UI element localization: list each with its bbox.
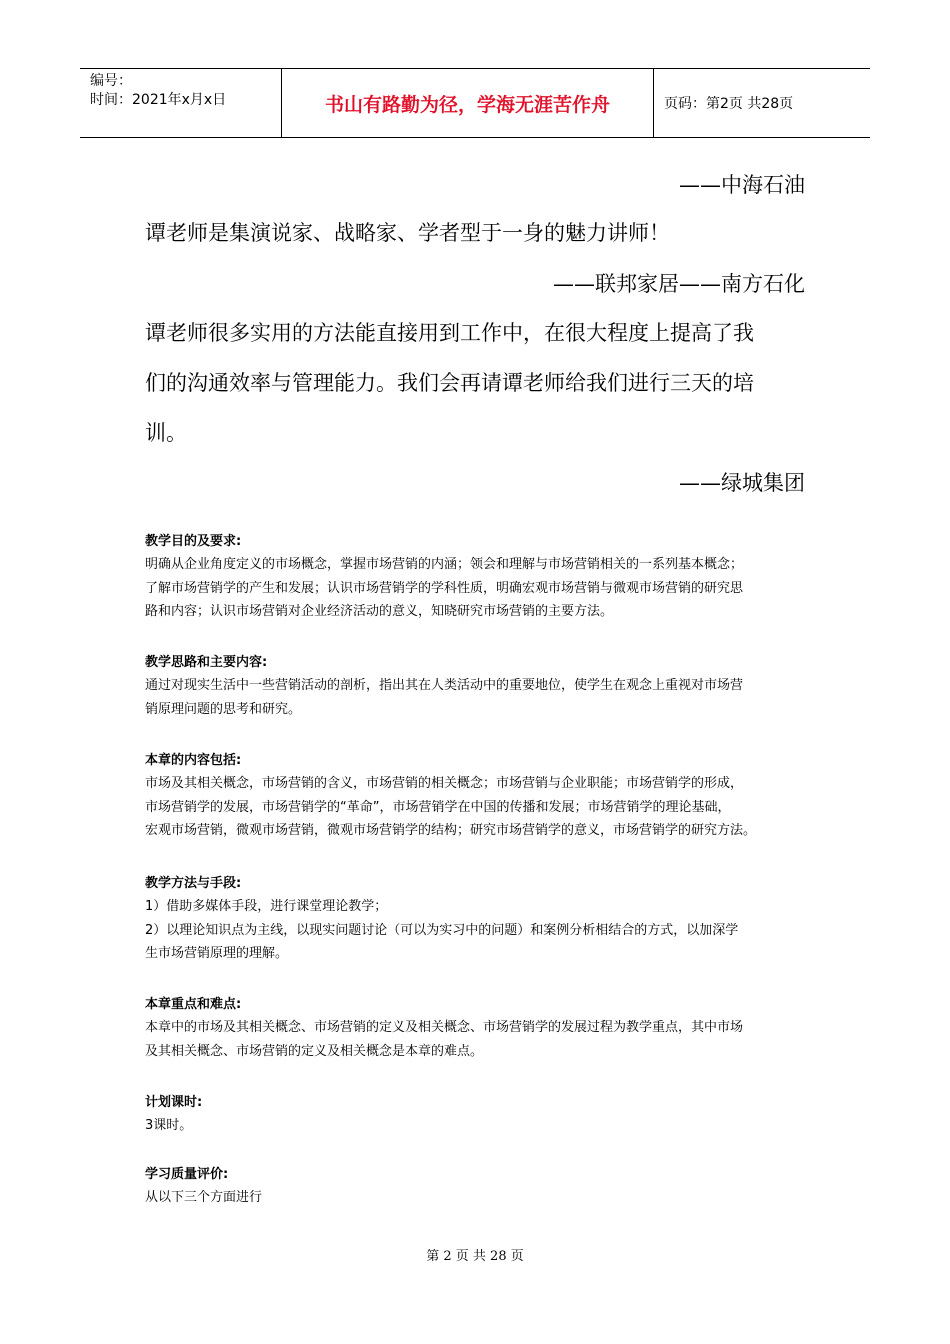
- section-title: 本章的内容包括:: [145, 753, 242, 768]
- section-title: 教学方法与手段:: [145, 876, 242, 891]
- page-footer: 第 2 页 共 28 页: [426, 1249, 524, 1264]
- section-line: 了解市场营销学的产生和发展；认识市场营销学的学科性质，明确宏观市场营销与微观市场营销的研究思: [145, 580, 744, 596]
- section-line: 本章中的市场及其相关概念、市场营销的定义及相关概念、市场营销学的发展过程为教学重点，其中市场: [145, 1020, 744, 1036]
- section-line: 生市场营销原理的理解。: [145, 946, 289, 962]
- section-title: 教学目的及要求:: [145, 534, 242, 549]
- document-date-label: 时间：2021年x月x日: [90, 92, 227, 108]
- section-title: 计划课时:: [145, 1095, 203, 1110]
- testimonial-attribution-1: ——中海石油: [679, 173, 805, 197]
- testimonial-quote-3-line-3: 训。: [145, 421, 187, 445]
- section-line: 及其相关概念、市场营销的定义及相关概念是本章的难点。: [145, 1043, 484, 1059]
- section-key-points: [145, 993, 813, 1063]
- section-quality-evaluation: [145, 1163, 813, 1210]
- header-motto: 书山有路勤为径，学海无涯苦作舟: [282, 69, 654, 137]
- testimonial-quote-2: 谭老师是集演说家、战略家、学者型于一身的魅力讲师！: [145, 221, 670, 245]
- section-teaching-approach: [145, 651, 813, 721]
- section-line: 销原理问题的思考和研究。: [145, 701, 302, 717]
- testimonial-attribution-2: ——联邦家居——南方石化: [553, 272, 805, 296]
- section-line: 市场营销学的发展，市场营销学的“革命”，市场营销学在中国的传播和发展；市场营销学的理论基础，: [145, 799, 731, 815]
- section-teaching-goals: [145, 530, 813, 624]
- section-line: 1）借助多媒体手段，进行课堂理论教学；: [145, 899, 388, 915]
- section-teaching-methods: [145, 872, 813, 966]
- testimonial-quote-3-line-2: 们的沟通效率与管理能力。我们会再请谭老师给我们进行三天的培: [145, 371, 754, 395]
- section-line: 明确从企业角度定义的市场概念，掌握市场营销的内涵；领会和理解与市场营销相关的一系列基本概念；: [145, 557, 744, 573]
- section-line: 宏观市场营销，微观市场营销，微观市场营销学的结构；研究市场营销学的意义，市场营销学的研究方法。: [145, 823, 757, 839]
- document-number-label: 编号：: [90, 73, 132, 89]
- testimonial-attribution-3: ——绿城集团: [679, 471, 805, 495]
- section-chapter-contents: [145, 749, 813, 843]
- page-header: [80, 68, 870, 138]
- section-title: 学习质量评价:: [145, 1167, 229, 1182]
- section-line: 从以下三个方面进行: [145, 1190, 263, 1206]
- header-left-cell: [80, 69, 282, 137]
- testimonial-quote-3-line-1: 谭老师很多实用的方法能直接用到工作中，在很大程度上提高了我: [145, 321, 754, 345]
- section-title: 本章重点和难点:: [145, 997, 242, 1012]
- section-line: 3课时。: [145, 1118, 193, 1134]
- section-line: 2）以理论知识点为主线，以现实问题讨论（可以为实习中的问题）和案例分析相结合的方式，以加深学: [145, 922, 739, 938]
- section-line: 市场及其相关概念，市场营销的含义，市场营销的相关概念；市场营销与企业职能；市场营销学的形成，: [145, 776, 744, 792]
- section-title: 教学思路和主要内容:: [145, 655, 268, 670]
- header-page-label: 页码：第2页 共28页: [664, 96, 794, 112]
- section-planned-hours: [145, 1091, 813, 1138]
- section-line: 通过对现实生活中一些营销活动的剖析，指出其在人类活动中的重要地位，使学生在观念上重视对市场营: [145, 678, 744, 694]
- section-line: 路和内容；认识市场营销对企业经济活动的意义，知晓研究市场营销的主要方法。: [145, 604, 614, 620]
